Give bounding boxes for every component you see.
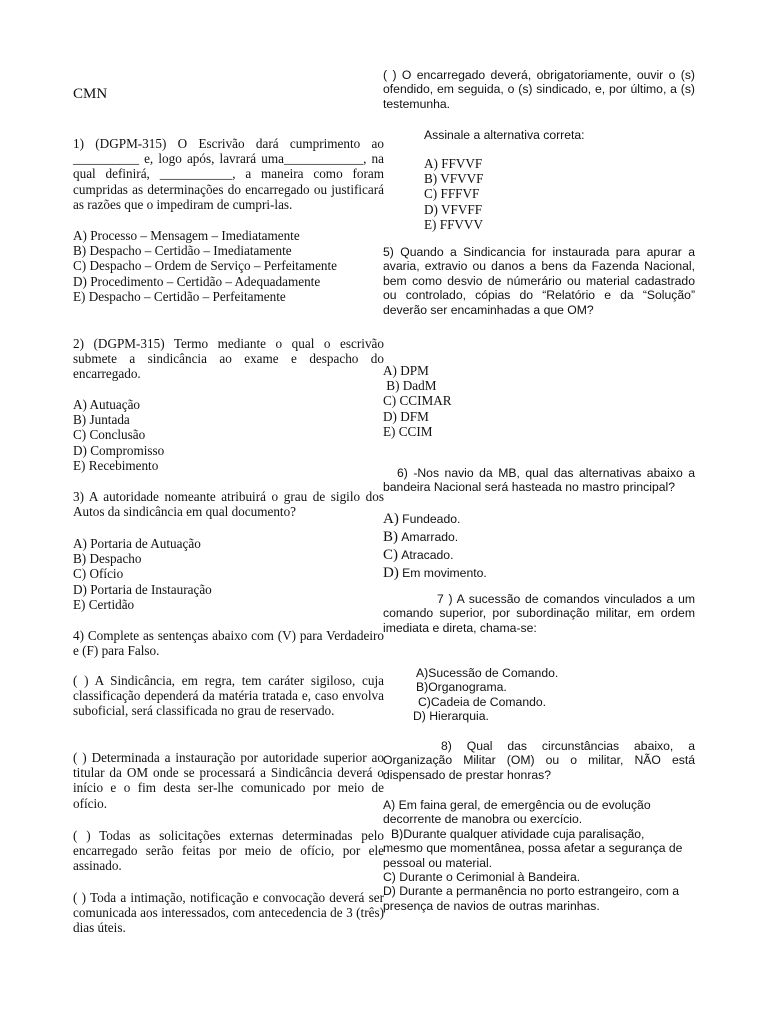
option: B) Juntada — [73, 412, 130, 428]
option-letter: C) — [383, 547, 398, 563]
option: E) Certidão — [73, 596, 135, 612]
option: D) VFVFF — [424, 201, 483, 217]
option: C)Cadeia de Comando. — [418, 694, 547, 709]
option: E) Despacho – Certidão – Perfeitamente — [73, 288, 286, 304]
option: E) Recebimento — [73, 457, 159, 473]
option-letter: B) — [383, 529, 398, 545]
option: B) Despacho – Certidão – Imediatamente — [73, 243, 292, 259]
option: E) CCIM — [383, 423, 433, 439]
option: A) Processo – Mensagem – Imediatamente — [73, 228, 300, 243]
option: B) DadM — [383, 378, 437, 394]
option: A) FFVVF — [424, 156, 483, 171]
question-4-item: ( ) A Sindicância, em regra, tem caráter sigiloso, cuja classificação dependerá da matéria tratada e, caso envolva suboficial, será classificada no grau de reservado. — [73, 673, 384, 719]
question-2-text: 2) (DGPM-315) Termo mediante o qual o escrivão submete a sindicância ao exame e despacho do encarregado. — [73, 336, 384, 382]
question-3-options — [73, 536, 212, 612]
option — [383, 510, 487, 528]
option-letter: D) — [383, 565, 399, 581]
question-4-item: ( ) Toda a intimação, notificação e convocação deverá ser comunicada aos interessados, com antecedencia de 3 (três) dias úteis. — [73, 890, 384, 936]
option: A)Sucessão de Comando. — [416, 666, 559, 680]
option — [383, 546, 487, 564]
question-6-options — [383, 510, 487, 582]
question-2-options — [73, 397, 164, 473]
option-text: Em movimento. — [402, 566, 487, 580]
question-1-options — [73, 228, 337, 304]
question-8-options — [383, 798, 695, 913]
option: D) Portaria de Instauração — [73, 581, 212, 597]
option-text: Amarrado. — [401, 530, 459, 544]
option-text: Atracado. — [401, 548, 454, 562]
option-text: Fundeado. — [402, 512, 461, 526]
option: D) DFM — [383, 408, 429, 424]
option: C) Ofício — [73, 566, 124, 582]
option — [383, 528, 487, 546]
option — [383, 564, 487, 582]
question-4-item: ( ) Determinada a instauração por autoridade superior ao titular da OM onde se processará a Sindicância deverá o início e o fim desta ser-lhe comunicado por meio de ofício. — [73, 750, 384, 811]
option: D) Durante a permanência no porto estrangeiro, com a presença de navios de outras marinhas. — [383, 884, 680, 913]
question-6-text: 6) -Nos navio da MB, qual das alternativas abaixo a bandeira Nacional será hasteada no mastro principal? — [383, 466, 695, 495]
option: A) Autuação — [73, 397, 141, 412]
option: D) Procedimento – Certidão – Adequadamente — [73, 273, 321, 289]
question-4-text: 4) Complete as sentenças abaixo com (V) para Verdadeiro e (F) para Falso. — [73, 628, 384, 659]
question-8-text: 8) Qual das circunstâncias abaixo, a Organização Militar (OM) ou o militar, NÃO está dispensado de prestar honras? — [383, 739, 695, 782]
question-3-text: 3) A autoridade nomeante atribuirá o grau de sigilo dos Autos da sindicância em qual documento? — [73, 489, 384, 520]
option: C) Conclusão — [73, 427, 146, 443]
question-7-options — [413, 666, 558, 724]
question-5-text: 5) Quando a Sindicancia for instaurada para apurar a avaria, extravio ou danos a bens da Fazenda Nacional, bem como desvio de númerário ou material cadastrado ou controlado, cópias do “Relatório e da “Solução” deverão ser encaminhadas a que OM? — [383, 245, 695, 317]
option: B)Durante qualquer atividade cuja paralisação, mesmo que momentânea, possa afetar a segurança de pessoal ou material. — [383, 826, 683, 870]
option: C) FFFVF — [424, 186, 480, 202]
option: C) Durante o Cerimonial à Bandeira. — [383, 870, 581, 885]
question-4-item: ( ) Todas as solicitações externas determinadas pelo encarregado serão feitas por meio de ofício, por ele assinado. — [73, 828, 384, 874]
instruction-text: Assinale a alternativa correta: — [424, 128, 585, 142]
option: B)Organograma. — [416, 680, 507, 695]
option: B) VFVVF — [424, 171, 484, 187]
question-1-text: 1) (DGPM-315) O Escrivão dará cumprimento ao __________ e, logo após, lavrará uma____________, na qual definirá, ___________, a maneira como foram cumpridas as determinações do encarregado ou justificará as razões que o impediram de cumpri-las. — [73, 136, 384, 212]
option: A) Portaria de Autuação — [73, 536, 201, 551]
question-4-options — [424, 156, 484, 232]
question-5-options — [383, 363, 452, 439]
option: A) Em faina geral, de emergência ou de evolução decorrente de manobra ou exercício. — [383, 798, 651, 827]
question-7-text: 7 ) A sucessão de comandos vinculados a um comando superior, por subordinação militar, em ordem imediata e direta, chama-se: — [383, 592, 695, 635]
option: B) Despacho — [73, 551, 142, 567]
option: D) Hierarquia. — [413, 709, 489, 724]
option-letter: A) — [383, 511, 399, 527]
option: E) FFVVV — [424, 216, 483, 232]
option: C) Despacho – Ordem de Serviço – Perfeitamente — [73, 258, 338, 274]
option: C) CCIMAR — [383, 393, 452, 409]
page-title: CMN — [73, 86, 108, 102]
question-4-item: ( ) O encarregado deverá, obrigatoriamente, ouvir o (s) ofendido, em seguida, o (s) sindicado, e, por último, a (s) testemunha. — [383, 68, 695, 111]
option: A) DPM — [383, 363, 429, 378]
option: D) Compromisso — [73, 442, 165, 458]
